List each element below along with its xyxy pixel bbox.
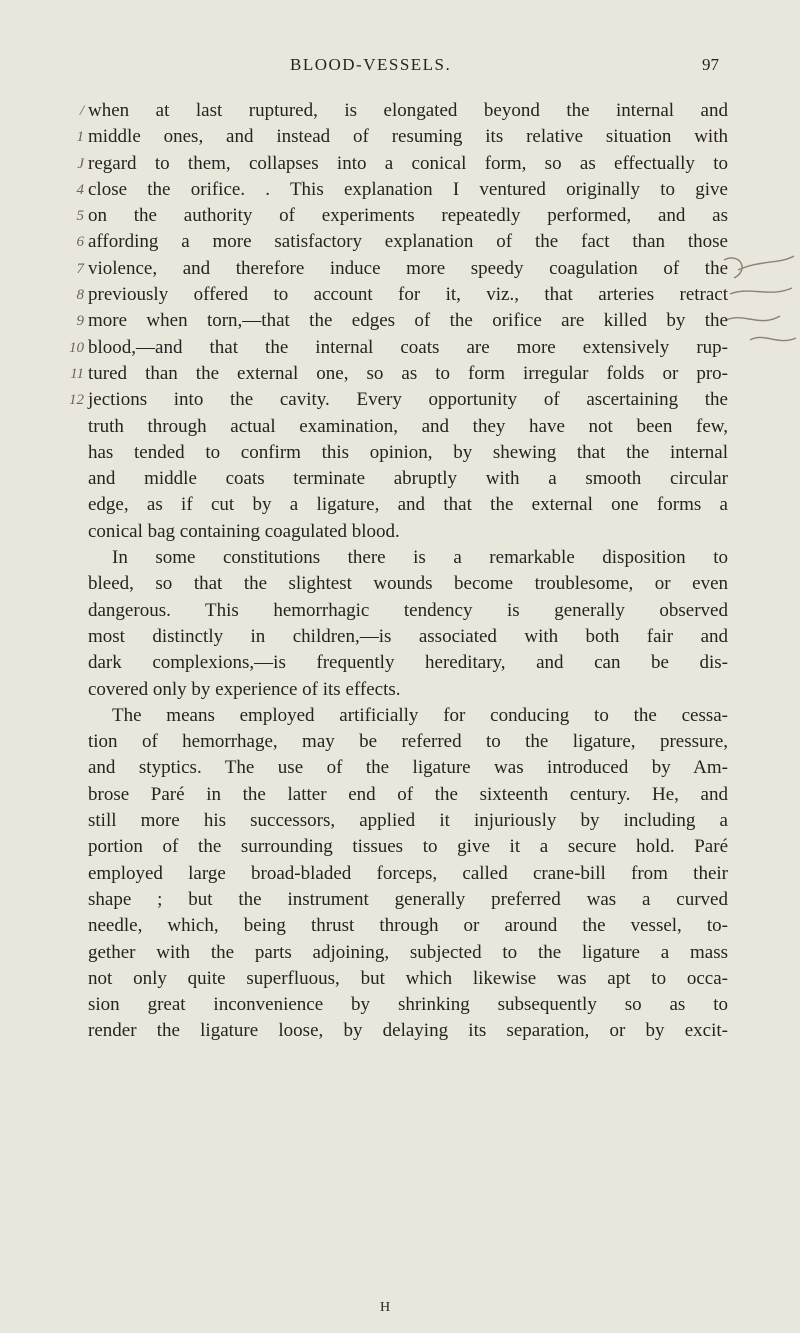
text-line: more when torn,—that the edges of the orifice are killed by the (88, 310, 728, 332)
text-line: blood,—and that the internal coats are more extensively rup- (88, 336, 728, 358)
text-line: The means employed artificially for conducing to the cessa- (112, 704, 728, 726)
handwritten-scribble (720, 250, 800, 370)
text-line: needle, which, being thrust through or around the vessel, to- (88, 915, 728, 937)
text-line: still more his successors, applied it injuriously by including a (88, 810, 728, 832)
margin-mark: 5 (76, 208, 84, 225)
text-line: bleed, so that the slightest wounds become troublesome, or even (88, 573, 728, 595)
text-line: previously offered to account for it, viz., that arteries retract (88, 284, 728, 306)
margin-mark: 10 (69, 339, 84, 356)
text-line: close the orifice. . This explanation I ventured originally to give (88, 178, 728, 200)
paragraph (88, 703, 728, 1045)
margin-mark: 7 (76, 260, 84, 277)
text-line: tion of hemorrhage, may be referred to the ligature, pressure, (88, 731, 728, 753)
text-line: has tended to confirm this opinion, by shewing that the internal (88, 441, 728, 463)
text-line: on the authority of experiments repeatedly performed, and as (88, 205, 728, 227)
text-line: conical bag containing coagulated blood. (88, 520, 400, 542)
text-line: middle ones, and instead of resuming its relative situation with (88, 126, 728, 148)
text-line: truth through actual examination, and they have not been few, (88, 415, 728, 437)
text-line: portion of the surrounding tissues to give it a secure hold. Paré (88, 836, 728, 858)
text-line: sion great inconvenience by shrinking subsequently so as to (88, 994, 728, 1016)
text-line: dangerous. This hemorrhagic tendency is generally observed (88, 599, 728, 621)
margin-mark: 11 (70, 365, 84, 382)
text-line: render the ligature loose, by delaying its separation, or by excit- (88, 1020, 728, 1042)
text-line: In some constitutions there is a remarkable disposition to (112, 547, 728, 569)
text-line: most distinctly in children,—is associated with both fair and (88, 625, 728, 647)
margin-mark: J (77, 155, 84, 172)
text-line: and styptics. The use of the ligature was introduced by Am- (88, 757, 728, 779)
text-line: regard to them, collapses into a conical form, so as effectually to (88, 152, 728, 174)
margin-mark: 9 (76, 313, 84, 330)
margin-mark: 4 (76, 181, 84, 198)
margin-mark: 8 (76, 287, 84, 304)
margin-mark: / (79, 103, 84, 119)
text-line: covered only by experience of its effects. (88, 678, 401, 700)
text-line: not only quite superfluous, but which likewise was apt to occa- (88, 967, 728, 989)
text-line: gether with the parts adjoining, subjected to the ligature a mass (88, 941, 728, 963)
running-head: BLOOD-VESSELS. (290, 55, 452, 74)
page-header (0, 55, 800, 79)
margin-mark: 1 (76, 129, 84, 146)
text-line: dark complexions,—is frequently hereditary, and can be dis- (88, 652, 728, 674)
text-line: affording a more satisfactory explanation of the fact than those (88, 231, 728, 253)
margin-mark: 12 (69, 392, 84, 409)
paragraph (88, 545, 728, 703)
text-line: jections into the cavity. Every opportunity of ascertaining the (88, 389, 728, 411)
text-line: edge, as if cut by a ligature, and that the external one forms a (88, 494, 728, 516)
text-line: tured than the external one, so as to form irregular folds or pro- (88, 362, 728, 384)
text-line: and middle coats terminate abruptly with a smooth circular (88, 468, 728, 490)
text-line: violence, and therefore induce more speedy coagulation of the (88, 257, 728, 279)
signature-mark: H (380, 1300, 391, 1315)
margin-mark: 6 (76, 234, 84, 251)
text-line: brose Paré in the latter end of the sixteenth century. He, and (88, 783, 728, 805)
handwritten-margin-marks (52, 98, 88, 414)
paragraph (88, 98, 728, 545)
page-number: 97 (702, 55, 719, 74)
text-line: when at last ruptured, is elongated beyond the internal and (88, 100, 728, 121)
text-line: shape ; but the instrument generally preferred was a curved (88, 888, 728, 910)
text-line: employed large broad-bladed forceps, called crane-bill from their (88, 862, 728, 884)
body-text (88, 98, 728, 1045)
